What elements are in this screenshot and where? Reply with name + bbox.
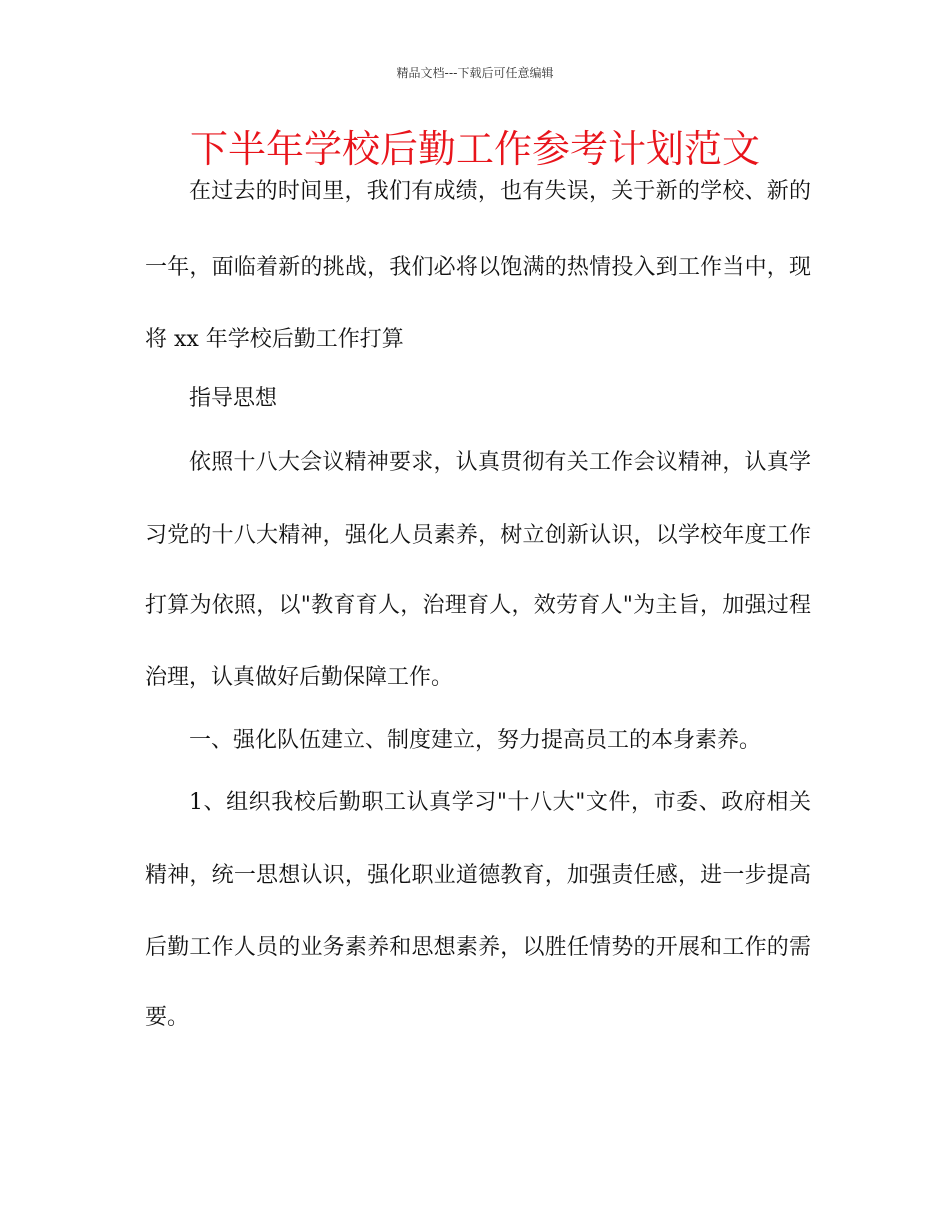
paragraph-line: 后勤工作人员的业务素养和思想素养，以胜任情势的开展和工作的需 bbox=[145, 935, 811, 960]
paragraph-line: 习党的十八大精神，强化人员素养，树立创新认识，以学校年度工作 bbox=[145, 523, 811, 548]
paragraph-line: 一年，面临着新的挑战，我们必将以饱满的热情投入到工作当中，现 bbox=[145, 255, 811, 280]
paragraph-line: 治理，认真做好后勤保障工作。 bbox=[145, 665, 454, 690]
page-header: 精品文档---下载后可任意编辑 bbox=[396, 66, 554, 80]
section-heading: 指导思想 bbox=[189, 386, 278, 411]
paragraph-line: 依照十八大会议精神要求，认真贯彻有关工作会议精神，认真学 bbox=[189, 450, 811, 475]
paragraph-line: 要。 bbox=[145, 1005, 190, 1030]
section-heading: 一、强化队伍建立、制度建立，努力提高员工的本身素养。 bbox=[189, 728, 762, 753]
document-title: 下半年学校后勤工作参考计划范文 bbox=[189, 127, 760, 171]
paragraph-line: 在过去的时间里，我们有成绩，也有失误，关于新的学校、新的 bbox=[189, 179, 811, 204]
paragraph-line: 将 xx 年学校后勤工作打算 bbox=[145, 327, 404, 352]
paragraph-line: 打算为依照，以"教育育人，治理育人，效劳育人"为主旨，加强过程 bbox=[145, 593, 811, 618]
paragraph-line: 精神，统一思想认识，强化职业道德教育，加强责任感，进一步提高 bbox=[145, 863, 811, 888]
paragraph-line: 1、组织我校后勤职工认真学习"十八大"文件，市委、政府相关 bbox=[189, 790, 811, 815]
